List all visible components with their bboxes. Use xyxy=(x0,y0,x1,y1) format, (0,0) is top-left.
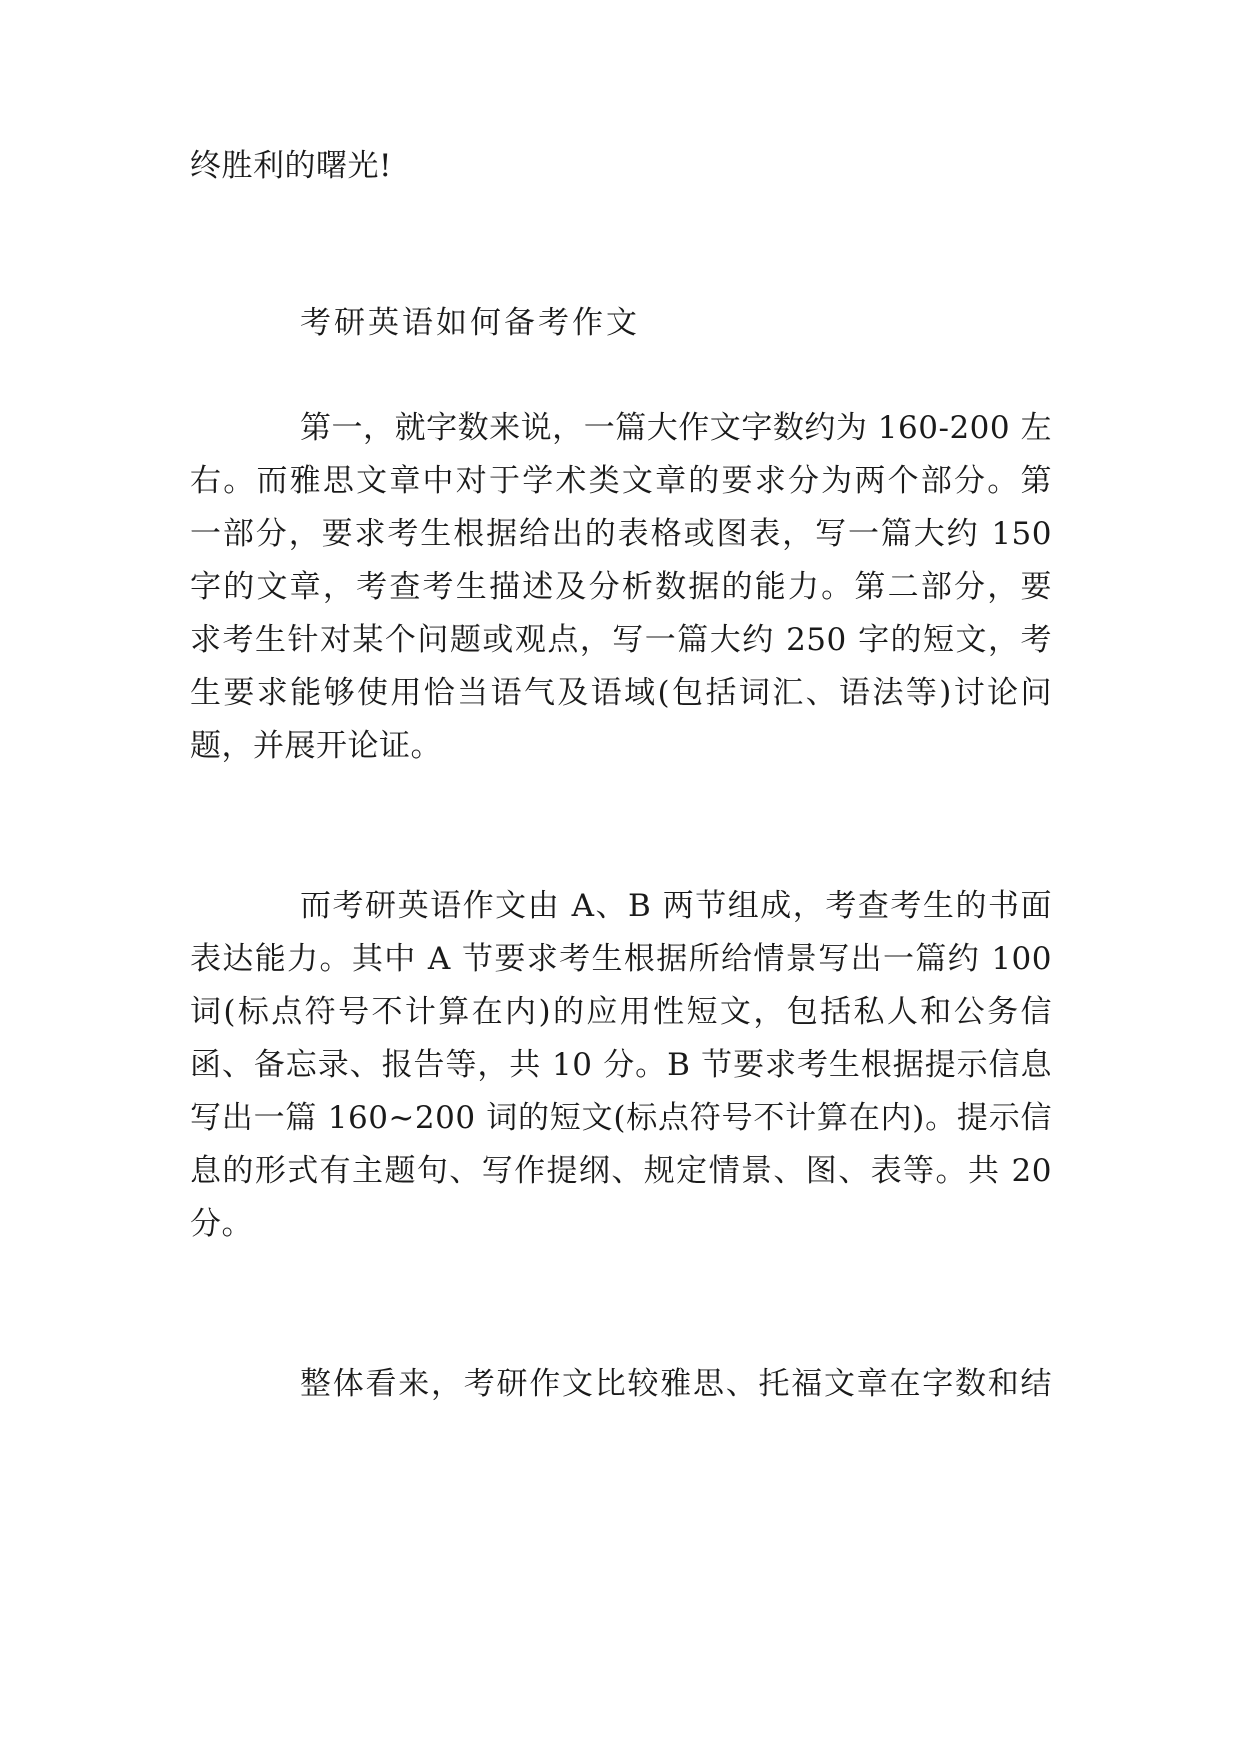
paragraph-line: 题，并展开论证。 xyxy=(190,728,442,764)
paragraph-line: 整体看来，考研作文比较雅思、托福文章在字数和结 xyxy=(300,1366,1052,1402)
lead-in-text: 终胜利的曙光! xyxy=(190,148,392,184)
paragraph-line: 分。 xyxy=(190,1206,253,1242)
paragraph-line: 而考研英语作文由 A、B 两节组成，考查考生的书面 xyxy=(300,888,1052,924)
paragraph-line: 第一，就字数来说，一篇大作文字数约为 160-200 左 xyxy=(300,410,1052,446)
paragraph-line: 右。而雅思文章中对于学术类文章的要求分为两个部分。第 xyxy=(190,463,1052,499)
paragraph-line: 词(标点符号不计算在内)的应用性短文，包括私人和公务信 xyxy=(190,994,1052,1030)
paragraph-line: 函、备忘录、报告等，共 10 分。B 节要求考生根据提示信息 xyxy=(190,1047,1052,1083)
paragraph-line: 写出一篇 160~200 词的短文(标点符号不计算在内)。提示信 xyxy=(190,1100,1052,1136)
paragraph-line: 字的文章，考查考生描述及分析数据的能力。第二部分，要 xyxy=(190,569,1052,605)
section-heading: 考研英语如何备考作文 xyxy=(300,305,640,341)
paragraph-line: 息的形式有主题句、写作提纲、规定情景、图、表等。共 20 xyxy=(190,1153,1052,1189)
paragraph-line: 求考生针对某个问题或观点，写一篇大约 250 字的短文，考 xyxy=(190,622,1052,658)
paragraph-line: 表达能力。其中 A 节要求考生根据所给情景写出一篇约 100 xyxy=(190,941,1052,977)
paragraph-line: 一部分，要求考生根据给出的表格或图表，写一篇大约 150 xyxy=(190,516,1052,552)
paragraph-line: 生要求能够使用恰当语气及语域(包括词汇、语法等)讨论问 xyxy=(190,675,1052,711)
